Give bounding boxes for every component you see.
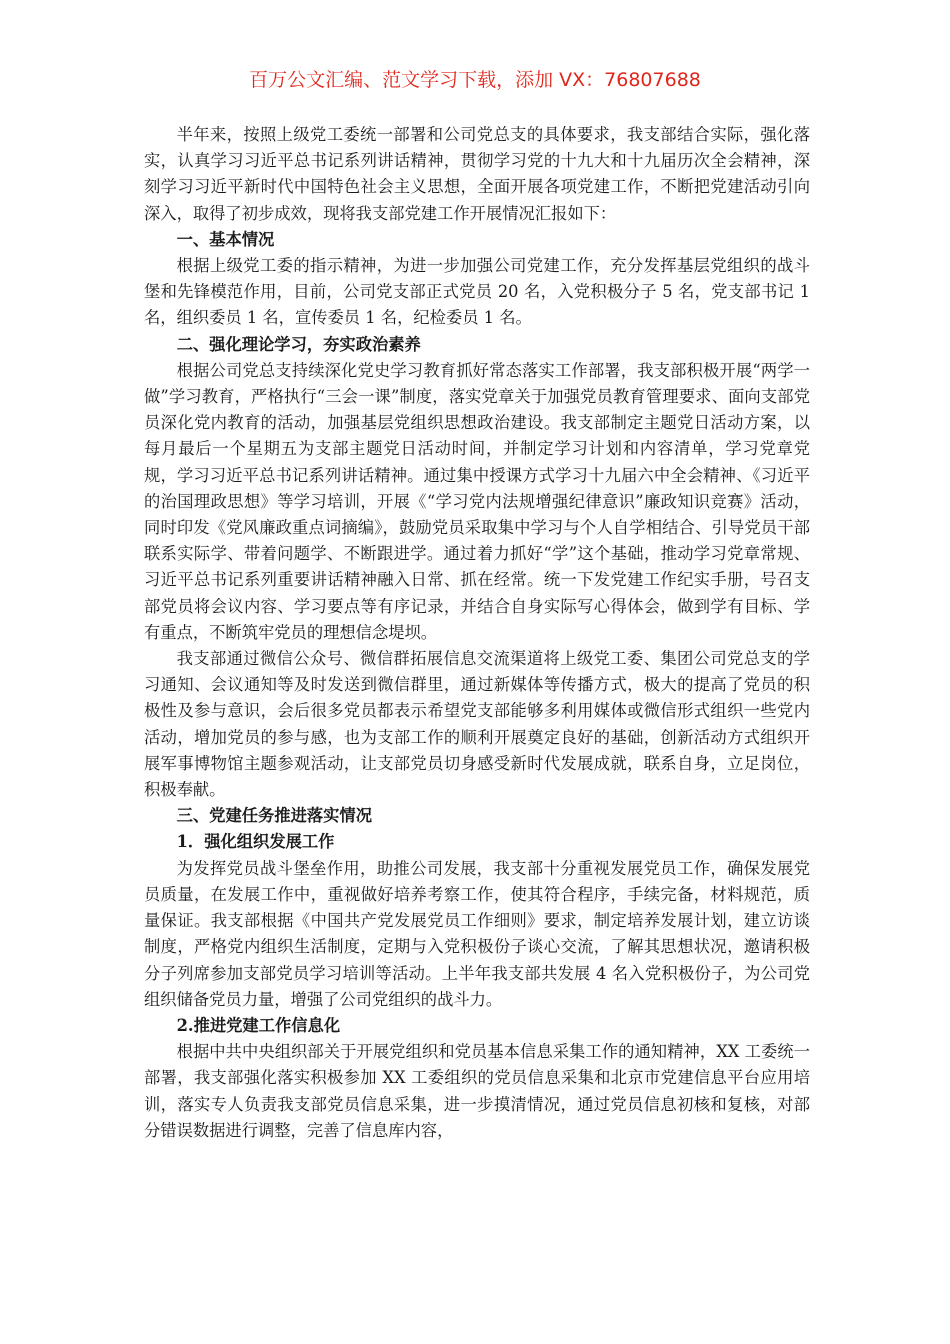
paragraph-basic-info: 根据上级党工委的指示精神，为进一步加强公司党建工作，充分发挥基层党组织的战斗堡和先锋模范作用，目前，公司党支部正式党员 20 名，入党积极分子 5 名，党支部书记 1 名，组织委员 1 名，宣传委员 1 名，纪检委员 1 名。 [144,256,810,328]
header-banner: 百万公文汇编、范文学习下载，添加 VX：76807688 [249,69,701,91]
section-heading-2: 二、强化理论学习，夯实政治素养 [176,334,421,354]
paragraph-wechat: 我支部通过微信公众号、微信群拓展信息交流渠道将上级党工委、集团公司党总支的学习通知、会议通知等及时发送到微信群里，通过新媒体等传播方式，极大的提高了党员的积极性及参与意识，会后很多党员都表示希望党支部能够多利用媒体或微信形式组织一些党内活动，增加党员的参与感，也为支部工作的顺利开展奠定良好的基础，创新活动方式组织开展军事博物馆主题参观活动，让支部党员切身感受新时代发展成就，联系自身，立足岗位，积极奉献。 [144,649,810,800]
paragraph-theory-study: 根据公司党总支持续深化党史学习教育抓好常态落实工作部署，我支部积极开展“两学一做”学习教育，严格执行“三会一课”制度，落实党章关于加强党员教育管理要求、面向支部党员深化党内教育的活动，加强基层党组织思想政治建设。我支部制定主题党日活动方案，以每月最后一个星期五为支部主题党日活动时间，并制定学习计划和内容清单，学习党章党规，学习习近平总书记系列讲话精神。通过集中授课方式学习十九届六中全会精神、《习近平的治国理政思想》等学习培训，开展《“学习党内法规增强纪律意识”廉政知识竞赛》活动，同时印发《党风廉政重点词摘编》，鼓励党员采取集中学习与个人自学相结合、引导党员干部联系实际学、带着问题学、不断跟进学。通过着力抓好“学”这个基础，推动学习党章常规、习近平总书记系列重要讲话精神融入日常、抓在经常。统一下发党建工作纪实手册，号召支部党员将会议内容、学习要点等有序记录，并结合自身实际写心得体会，做到学有目标、学有重点，不断筑牢党员的理想信念堤坝。 [144,360,810,642]
subsection-heading-2: 2.推进党建工作信息化 [176,1015,341,1035]
section-heading-3: 三、党建任务推进落实情况 [176,806,372,826]
subsection-heading-1: 1．强化组织发展工作 [176,832,335,852]
paragraph-informatization: 根据中共中央组织部关于开展党组织和党员基本信息采集工作的通知精神，XX 工委统一部署，我支部强化落实积极参加 XX 工委组织的党员信息采集和北京市党建信息平台应用培训，落实专人负责我支部党员信息采集，进一步摸清情况，通过党员信息初核和复核，对部分错误数据进行调整，完善了信息库内容， [144,1042,810,1140]
intro-paragraph: 半年来，按照上级党工委统一部署和公司党总支的具体要求，我支部结合实际，强化落实，认真学习习近平总书记系列讲话精神，贯彻学习党的十九大和十九届历次全会精神，深刻学习习近平新时代中国特色社会主义思想，全面开展各项党建工作，不断把党建活动引向深入，取得了初步成效，现将我支部党建工作开展情况汇报如下： [144,125,810,223]
section-heading-1: 一、基本情况 [176,229,275,249]
paragraph-org-development: 为发挥党员战斗堡垒作用，助推公司发展，我支部十分重视发展党员工作，确保发展党员质量，在发展工作中，重视做好培养考察工作，使其符合程序，手续完备，材料规范，质量保证。我支部根据《中国共产党发展党员工作细则》要求，制定培养发展计划，建立访谈制度，严格党内组织生活制度，定期与入党积极份子谈心交流，了解其思想状况，邀请积极分子列席参加支部党员学习培训等活动。上半年我支部共发展 4 名入党积极份子，为公司党组织储备党员力量，增强了公司党组织的战斗力。 [144,858,810,1009]
document-body [144,122,810,1144]
